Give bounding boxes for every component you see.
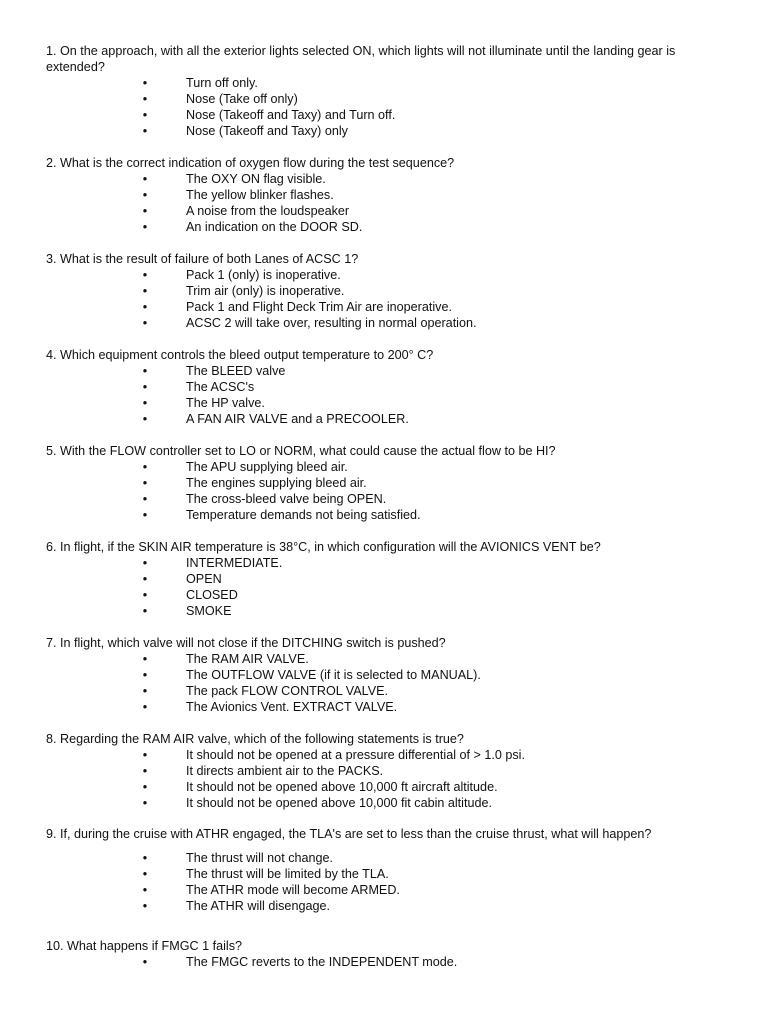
answer-text: CLOSED <box>186 588 238 602</box>
answer-option <box>46 315 726 331</box>
question-text: 8. Regarding the RAM AIR valve, which of the following statements is true? <box>46 732 464 746</box>
answer-option <box>46 667 726 683</box>
question-6 <box>46 539 726 619</box>
bullet: • <box>142 652 148 666</box>
bullet: • <box>142 867 148 881</box>
bullet: • <box>142 476 148 490</box>
answer-text: Temperature demands not being satisfied. <box>186 508 421 522</box>
answer-text: Turn off only. <box>186 76 258 90</box>
answer-option <box>46 587 726 603</box>
answer-text: It directs ambient air to the PACKS. <box>186 764 384 778</box>
answer-text: INTERMEDIATE. <box>186 556 283 570</box>
answer-text: Nose (Takeoff and Taxy) and Turn off. <box>186 108 396 122</box>
answer-text: The Avionics Vent. EXTRACT VALVE. <box>186 700 398 714</box>
answer-text: The thrust will not change. <box>186 851 334 865</box>
bullet: • <box>142 364 148 378</box>
answer-option <box>46 507 726 523</box>
answer-text: The APU supplying bleed air. <box>186 460 348 474</box>
bullet: • <box>142 668 148 682</box>
answer-text: The OUTFLOW VALVE (if it is selected to MANUAL). <box>186 668 481 682</box>
bullet: • <box>142 556 148 570</box>
bullet: • <box>142 188 148 202</box>
bullet: • <box>142 316 148 330</box>
answer-text: The ATHR mode will become ARMED. <box>186 883 400 897</box>
answer-option <box>46 395 726 411</box>
answer-text: The FMGC reverts to the INDEPENDENT mode. <box>186 955 458 969</box>
answer-option <box>46 683 726 699</box>
answer-options <box>46 651 726 715</box>
answer-option <box>46 411 726 427</box>
question-text: 4. Which equipment controls the bleed output temperature to 200° C? <box>46 348 434 362</box>
answer-text: The yellow blinker flashes. <box>186 188 334 202</box>
answer-option <box>46 203 726 219</box>
answer-options <box>46 850 726 914</box>
bullet: • <box>142 92 148 106</box>
question-8 <box>46 731 726 811</box>
answer-text: An indication on the DOOR SD. <box>186 220 363 234</box>
answer-option <box>46 75 726 91</box>
bullet: • <box>142 492 148 506</box>
answer-option <box>46 763 726 779</box>
answer-options <box>46 954 726 970</box>
bullet: • <box>142 76 148 90</box>
bullet: • <box>142 604 148 618</box>
answer-text: A FAN AIR VALVE and a PRECOOLER. <box>186 412 409 426</box>
bullet: • <box>142 748 148 762</box>
question-9 <box>46 826 726 914</box>
answer-option <box>46 91 726 107</box>
bullet: • <box>142 796 148 810</box>
question-text: 2. What is the correct indication of oxygen flow during the test sequence? <box>46 156 455 170</box>
answer-option <box>46 475 726 491</box>
answer-text: Nose (Takeoff and Taxy) only <box>186 124 348 138</box>
answer-option <box>46 379 726 395</box>
question-text: 5. With the FLOW controller set to LO or NORM, what could cause the actual flow to be HI? <box>46 444 556 458</box>
bullet: • <box>142 684 148 698</box>
answer-options <box>46 747 726 811</box>
bullet: • <box>142 780 148 794</box>
answer-option <box>46 603 726 619</box>
answer-option <box>46 299 726 315</box>
answer-text: The BLEED valve <box>186 364 286 378</box>
answer-text: The RAM AIR VALVE. <box>186 652 309 666</box>
answer-option <box>46 651 726 667</box>
answer-option <box>46 699 726 715</box>
bullet: • <box>142 284 148 298</box>
question-1 <box>46 43 726 139</box>
answer-option <box>46 459 726 475</box>
answer-options <box>46 363 726 427</box>
bullet: • <box>142 124 148 138</box>
answer-text: The ATHR will disengage. <box>186 899 330 913</box>
answer-option <box>46 171 726 187</box>
answer-text: OPEN <box>186 572 222 586</box>
answer-options <box>46 171 726 235</box>
answer-text: The ACSC's <box>186 380 255 394</box>
spacer <box>46 842 726 850</box>
bullet: • <box>142 508 148 522</box>
question-text: 10. What happens if FMGC 1 fails? <box>46 939 242 953</box>
bullet: • <box>142 460 148 474</box>
bullet: • <box>142 204 148 218</box>
answer-option <box>46 954 726 970</box>
question-text: 1. On the approach, with all the exterior lights selected ON, which lights will not illuminate until the landing gear is extended? <box>46 44 676 74</box>
answer-text: ACSC 2 will take over, resulting in normal operation. <box>186 316 477 330</box>
answer-text: Pack 1 and Flight Deck Trim Air are inoperative. <box>186 300 452 314</box>
bullet: • <box>142 899 148 913</box>
answer-text: The OXY ON flag visible. <box>186 172 326 186</box>
answer-option <box>46 363 726 379</box>
answer-text: It should not be opened above 10,000 fit cabin altitude. <box>186 796 492 810</box>
question-2 <box>46 155 726 235</box>
answer-option <box>46 267 726 283</box>
answer-option <box>46 779 726 795</box>
question-7 <box>46 635 726 715</box>
answer-text: It should not be opened above 10,000 ft aircraft altitude. <box>186 780 498 794</box>
bullet: • <box>142 396 148 410</box>
bullet: • <box>142 851 148 865</box>
answer-text: The cross-bleed valve being OPEN. <box>186 492 387 506</box>
answer-option <box>46 795 726 811</box>
question-text: 7. In flight, which valve will not close if the DITCHING switch is pushed? <box>46 636 446 650</box>
bullet: • <box>142 220 148 234</box>
answer-text: SMOKE <box>186 604 232 618</box>
bullet: • <box>142 883 148 897</box>
answer-text: It should not be opened at a pressure differential of > 1.0 psi. <box>186 748 525 762</box>
answer-option <box>46 107 726 123</box>
answer-text: The HP valve. <box>186 396 265 410</box>
answer-options <box>46 555 726 619</box>
answer-text: Pack 1 (only) is inoperative. <box>186 268 341 282</box>
answer-option <box>46 491 726 507</box>
bullet: • <box>142 300 148 314</box>
question-3 <box>46 251 726 331</box>
answer-option <box>46 219 726 235</box>
question-text: 3. What is the result of failure of both Lanes of ACSC 1? <box>46 252 359 266</box>
answer-option <box>46 850 726 866</box>
question-text: 9. If, during the cruise with ATHR engaged, the TLA's are set to less than the cruise thrust, what will happen? <box>46 827 652 841</box>
answer-text: The pack FLOW CONTROL VALVE. <box>186 684 389 698</box>
answer-option <box>46 555 726 571</box>
bullet: • <box>142 955 148 969</box>
bullet: • <box>142 588 148 602</box>
answer-option <box>46 898 726 914</box>
answer-options <box>46 459 726 523</box>
bullet: • <box>142 380 148 394</box>
answer-text: A noise from the loudspeaker <box>186 204 350 218</box>
question-text: 6. In flight, if the SKIN AIR temperature is 38°C, in which configuration will the AVIONICS VENT be? <box>46 540 601 554</box>
question-5 <box>46 443 726 523</box>
answer-options <box>46 75 726 139</box>
answer-option <box>46 882 726 898</box>
answer-option <box>46 123 726 139</box>
bullet: • <box>142 700 148 714</box>
answer-option <box>46 571 726 587</box>
answer-text: Nose (Take off only) <box>186 92 298 106</box>
bullet: • <box>142 764 148 778</box>
answer-options <box>46 267 726 331</box>
bullet: • <box>142 572 148 586</box>
answer-option <box>46 187 726 203</box>
answer-option <box>46 747 726 763</box>
answer-text: The engines supplying bleed air. <box>186 476 367 490</box>
answer-option <box>46 866 726 882</box>
bullet: • <box>142 268 148 282</box>
bullet: • <box>142 172 148 186</box>
bullet: • <box>142 412 148 426</box>
question-10 <box>46 938 726 970</box>
question-4 <box>46 347 726 427</box>
answer-option <box>46 283 726 299</box>
bullet: • <box>142 108 148 122</box>
answer-text: The thrust will be limited by the TLA. <box>186 867 389 881</box>
answer-text: Trim air (only) is inoperative. <box>186 284 345 298</box>
